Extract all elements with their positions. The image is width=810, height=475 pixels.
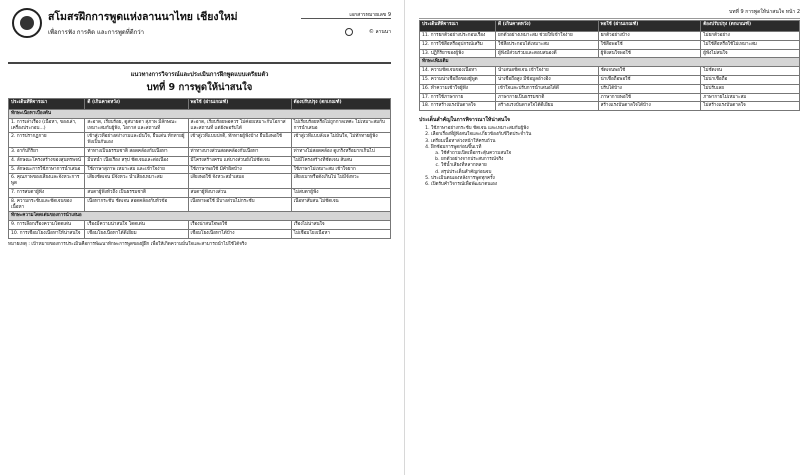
page-subtitle: แนวทางการวิจารณ์และประเมินการฝึกพูดแบบเตรียมตัว [130,72,269,78]
table-cell: 10. การเชื่อมโยงเนื้อหาให้น่าสนใจ [9,229,85,238]
list-item: 4. ฝึกซ้อมการพูดก่อนขึ้นเวที a. ใช้คำถามเปิดเพื่อกระตุ้นความสนใจ b. ยกตัวอย่างจากประสบการณ์จริง c. ใช้น้ำเสียงที่หลากหลาย d. สรุปประเด็นสำคัญก่อนจบ [431,145,800,176]
table-row [420,75,800,84]
column-header: ต้องปรับปรุง (ตกเกณฑ์) [291,99,390,110]
table-cell: เชื่อมโยงเนื้อหาได้บ้าง [188,229,291,238]
table-cell: ใช้ภาษาพอใช้ มีคำผิดบ้าง [188,165,291,174]
org-title: สโมสรฝึกการพูดแห่งลานนาไทย เชียงใหม่ [48,11,238,23]
column-header: พอใช้ (ผ่านเกณฑ์) [188,99,291,110]
list-item: 5. ประเมินตนเองหลังการพูดทุกครั้ง [431,176,800,182]
table-cell: 8. ความกระชับและชัดเจนของเนื้อหา [9,197,85,212]
table-row [420,49,800,58]
table-cell: น่าเชื่อถือพอใช้ [598,75,701,84]
document-number: เอกสารหมายเลข 9 [349,12,391,18]
section-label: ทักษะเนื้อหาเบื้องต้น [9,110,391,119]
table-row [9,165,391,174]
table-cell: 12. การใช้สื่อหรืออุปกรณ์เสริม [420,40,496,49]
table-cell: เสียงชัดเจน มีจังหวะ น้ำเสียงเหมาะสม [85,174,188,189]
table-cell: ไม่ใช้สื่อหรือใช้ไม่เหมาะสม [701,40,800,49]
table-row [420,40,800,49]
table-cell: ปรับได้บ้าง [598,84,701,93]
table-cell: ผู้ฟังไม่สนใจ [701,49,800,58]
table-cell: ผู้ฟังสนใจพอใช้ [598,49,701,58]
table-cell: เนื้อหากระชับ ชัดเจน สอดคล้องกับหัวข้อ [85,197,188,212]
table-cell: 13. ปฏิกิริยาของผู้ฟัง [420,49,496,58]
table-cell: ใช้สื่อพอใช้ [598,40,701,49]
table-cell: ภาษากายไม่เหมาะสม [701,93,800,102]
page-number: บทที่ 9 การพูดให้น่าสนใจ หน้า 2 [729,9,800,15]
page-header [8,6,391,64]
table-cell: ผู้ฟังมีส่วนร่วมและตอบสนองดี [496,49,599,58]
table-cell: มีบทนำ เนื้อเรื่อง สรุป ชัดเจนและต่อเนื่อง [85,156,188,165]
column-header: ต้องปรับปรุง (ตกเกณฑ์) [701,21,800,32]
table-cell: ภาษากายเป็นธรรมชาติ [496,93,599,102]
table-cell: ท่าทางเป็นธรรมชาติ สอดคล้องกับเนื้อหา [85,147,188,156]
section-row [9,212,391,221]
table-cell: ยกตัวอย่างเหมาะสม ช่วยให้เข้าใจง่าย [496,32,599,41]
table-cell: เนื้อหาสับสน ไม่ชัดเจน [291,197,390,212]
table-cell: ยกตัวอย่างบ้าง [598,32,701,41]
table-cell: เข้าใจและปรับการนำเสนอได้ดี [496,84,599,93]
table-cell: 14. ความชัดเจนของเนื้อหา [420,67,496,76]
list-item: 6. เปิดรับคำวิจารณ์เพื่อพัฒนาตนเอง [431,182,800,188]
page-title: บทที่ 9 การพูดให้น่าสนใจ [146,82,253,93]
table-row [9,188,391,197]
column-header: ดี (เกินคาดหวัง) [496,21,599,32]
sub-list-item: d. สรุปประเด็นสำคัญก่อนจบ [441,170,800,176]
table-cell: สะอาด, เรียบร้อยพอควร ไม่ค่อยเหมาะกับโอกาสและสถานที่ แต่ยังพอรับได้ [188,118,291,133]
table-cell: ไม่เชื่อมโยงเนื้อหา [291,229,390,238]
sub-list [431,151,800,176]
table-cell: 1. การเล่าเรื่อง (เนื้อหา, ของเล่า, เครื่องประกอบ...) [9,118,85,133]
sub-list-item: c. ใช้น้ำเสียงที่หลากหลาย [441,163,800,169]
table-row [9,229,391,238]
table-cell: ไม่น่าเชื่อถือ [701,75,800,84]
table-cell: สบตาผู้ฟังทั่วถึง เป็นธรรมชาติ [85,188,188,197]
table-row [420,102,800,111]
sub-list-item: a. ใช้คำถามเปิดเพื่อกระตุ้นความสนใจ [441,151,800,157]
table-cell: เสียงเบาหรือดังเกินไป ไม่มีจังหวะ [291,174,390,189]
table-cell: เรื่องไม่น่าสนใจ [291,221,390,230]
section-row [9,110,391,119]
table-cell: ไม่มีโครงสร้างที่ชัดเจน สับสน [291,156,390,165]
table-cell: 5. ลักษณะการใช้ภาษาการนำเสนอ [9,165,85,174]
table-row [9,156,391,165]
table-row [9,221,391,230]
table-cell: สะอาด, เรียบร้อย, ดูสบายตา สุภาพ มีลักษณะเหมาะสมกับผู้ฟัง, โอกาส และสถานที่ [85,118,188,133]
table-cell: ชัดเจนพอใช้ [598,67,701,76]
table-cell: 4. ลักษณะโครงสร้างของสุนทรพจน์ [9,156,85,165]
table-cell: เรื่องมีความน่าสนใจ โดดเด่น [85,221,188,230]
table-cell: ใช้สื่อประกอบได้เหมาะสม [496,40,599,49]
table-row [9,118,391,133]
table-cell: 3. อากัปกิริยา [9,147,85,156]
section-row [420,58,800,67]
table-row [420,93,800,102]
table-cell: เข้าสู่เวทีแบบปกติ, ทักทายผู้ฟังบ้าง ยืนนิ่งพอใช้ [188,133,291,148]
table-cell: เนื้อหาพอใช้ มีบางส่วนไม่กระชับ [188,197,291,212]
table-cell: เชื่อมโยงเนื้อหาได้ดีเยี่ยม [85,229,188,238]
header-rule [419,18,800,19]
column-header: พอใช้ (ผ่านเกณฑ์) [598,21,701,32]
table-row [9,197,391,212]
table-row [9,174,391,189]
table-cell: น่าเชื่อถือสูง มีข้อมูลอ้างอิง [496,75,599,84]
table-cell: ไม่ชัดเจน [701,67,800,76]
table-cell: สร้างแรงบันดาลใจได้ดีเยี่ยม [496,102,599,111]
evaluation-table-left [8,98,391,239]
table-cell: 16. ทำความเข้าใจผู้ฟัง [420,84,496,93]
table-cell: ไม่ยกตัวอย่าง [701,32,800,41]
table-cell: ท่าทางบางส่วนสอดคล้องกับเนื้อหา [188,147,291,156]
column-header: ดี (เกินคาดหวัง) [85,99,188,110]
section-label: ทักษะเพิ่มเติม [420,58,800,67]
list-item: 1. ใช้ภาษาอย่างกระชับ ชัดเจน และเหมาะสมกับผู้ฟัง [431,126,800,132]
table-cell: ไม่ปรับเลย [701,84,800,93]
table-row [9,133,391,148]
table-row [420,32,800,41]
table-row [420,67,800,76]
list-item: 2. เลือกเรื่องที่ผู้ฟังสนใจและเกี่ยวข้องกับชีวิตประจำวัน [431,132,800,138]
table-cell: ไม่สร้างแรงบันดาลใจ [701,102,800,111]
table-cell: สร้างแรงบันดาลใจได้บ้าง [598,102,701,111]
sub-list-item: b. ยกตัวอย่างจากประสบการณ์จริง [441,157,800,163]
table-cell: 18. การสร้างแรงบันดาลใจ [420,102,496,111]
table-cell: ท่าทางไม่สอดคล้อง ดูเกร็งหรือมากเกินไป [291,147,390,156]
contact-text: © ลานนา [368,29,391,35]
table-cell: 2. การปรากฏกาย [9,133,85,148]
column-header: ประเด็นที่พิจารณา [9,99,85,110]
list-item: 3. เตรียมเนื้อหาล่วงหน้าให้ครบถ้วน [431,139,800,145]
table-cell: เสียงพอใช้ จังหวะสม่ำเสมอ [188,174,291,189]
table-row [420,84,800,93]
table-cell: มีโครงสร้างครบ แต่บางส่วนยังไม่ชัดเจน [188,156,291,165]
table-cell: สบตาผู้ฟังบางส่วน [188,188,291,197]
table-cell: 17. การใช้ภาษากาย [420,93,496,102]
table-cell: ไม่สบตาผู้ฟัง [291,188,390,197]
key-points-list [419,126,800,188]
evaluation-table-right [419,20,800,111]
doc-number-underline [301,18,391,19]
table-cell: เรื่องน่าสนใจพอใช้ [188,221,291,230]
table-cell: ภาษากายพอใช้ [598,93,701,102]
table-cell: 9. การเลือกเรื่องความโดดเด่น [9,221,85,230]
footnote: หมายเหตุ : เป้าหมายของการประเมินคือการพัฒนาทักษะการพูดของผู้ฝึก เพื่อให้เกิดความมั่นใจและสามารถนำไปใช้ได้จริง [8,241,247,247]
table-cell: เข้าสู่เวทีอย่างสง่างามและมั่นใจ, ยืนเด่น ทักทายผู้ฟังเป็นกันเอง [85,133,188,148]
table-row [9,147,391,156]
contact-icon [345,28,353,36]
tagline: เพื่อการฟัง การคิด และการพูดที่ดีกว่า [48,29,145,36]
key-points-title: ประเด็นสำคัญในการพิจารณาให้น่าสนใจ [419,117,511,124]
right-page-header [419,6,800,20]
table-cell: ใช้ภาษาสุภาพ เหมาะสม และเข้าใจง่าย [85,165,188,174]
right-page [405,0,810,475]
table-cell: ไม่เรียบร้อยหรือไม่ถูกกาลเทศะ ไม่เหมาะสมกับการนำเสนอ [291,118,390,133]
table-cell: 11. การยกตัวอย่างประกอบเรื่อง [420,32,496,41]
table-cell: ใช้ภาษาไม่เหมาะสม เข้าใจยาก [291,165,390,174]
column-header: ประเด็นที่พิจารณา [420,21,496,32]
table-cell: เข้าสู่เวทีแบบลังเล ไม่มั่นใจ, ไม่ทักทายผู้ฟัง [291,133,390,148]
table-cell: 15. ความน่าเชื่อถือของผู้พูด [420,75,496,84]
table-cell: 7. การสบตาผู้ฟัง [9,188,85,197]
section-label: ทักษะความโดดเด่นของการนำเสนอ [9,212,391,221]
table-cell: นำเสนอชัดเจน เข้าใจง่าย [496,67,599,76]
club-logo [12,8,42,38]
table-cell: 6. คุณภาพของเสียงและจังหวะการพูด [9,174,85,189]
